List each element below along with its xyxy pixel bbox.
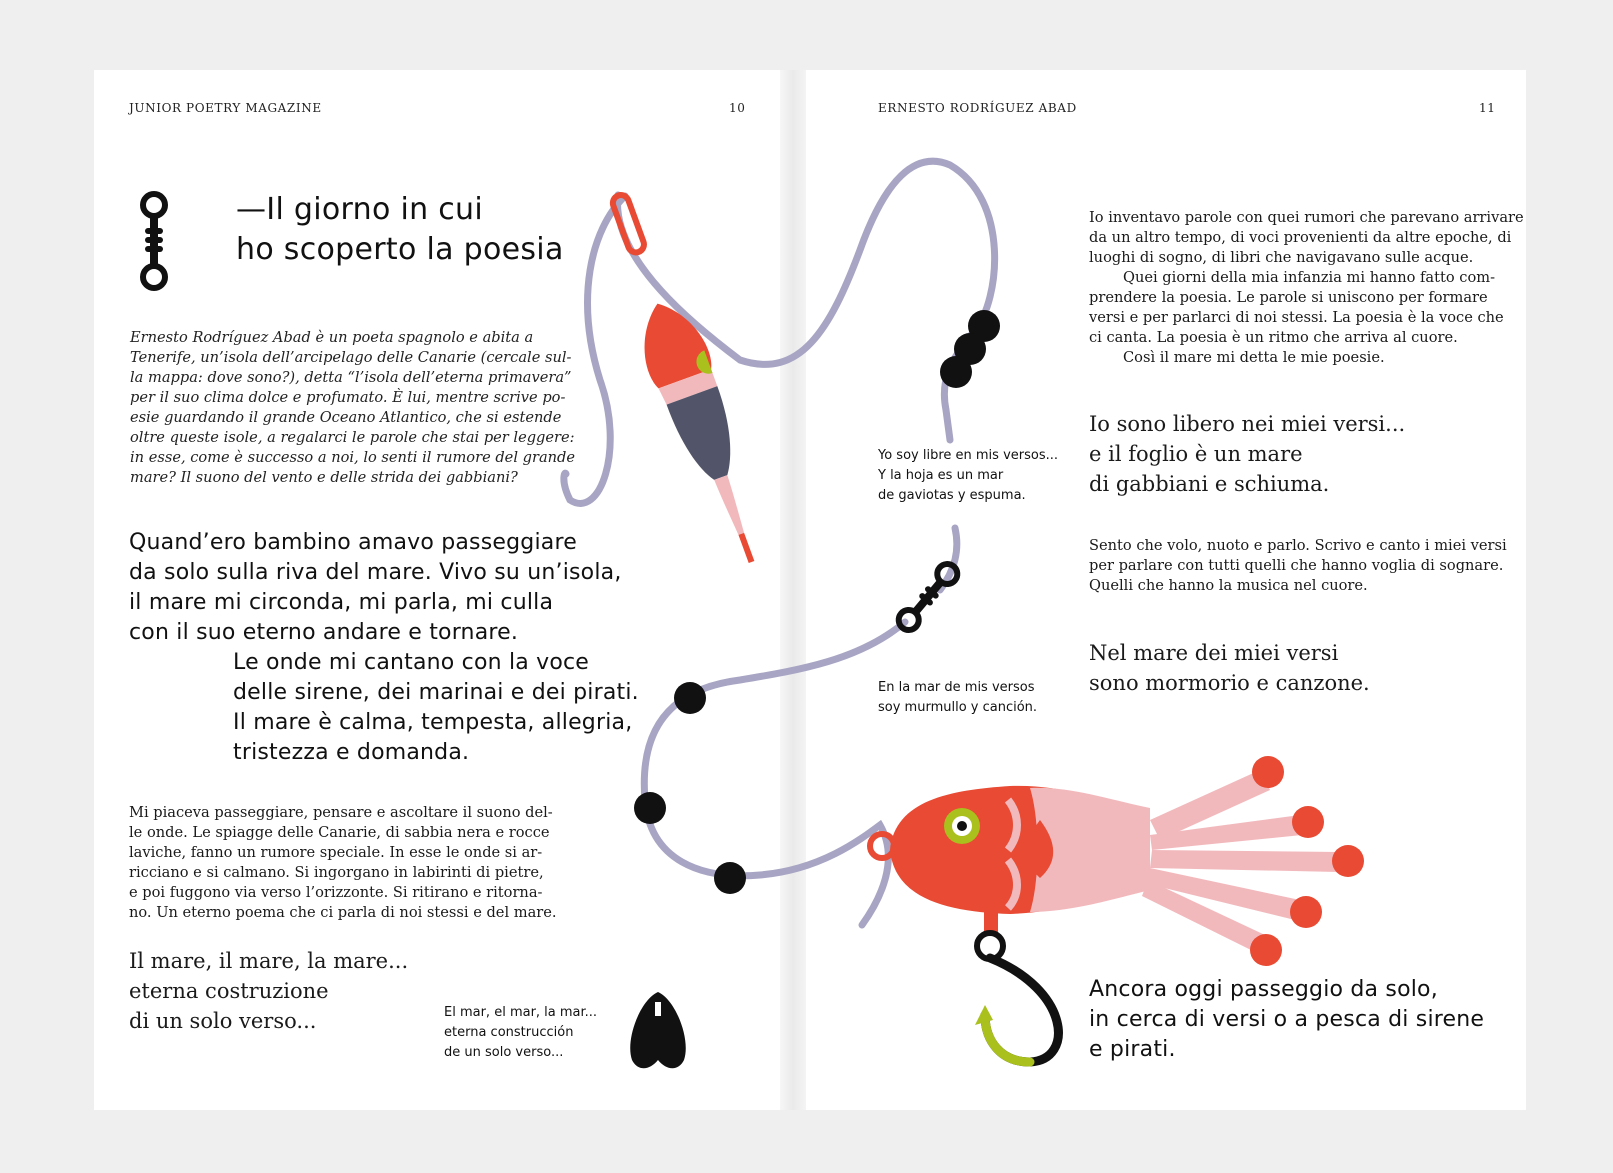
lead-line: tristezza e domanda. — [233, 740, 470, 765]
body-line: ci canta. La poesia è un ritmo che arriva al cuore. — [1089, 329, 1458, 346]
sinker-icon — [630, 992, 686, 1068]
closing-line: e pirati. — [1089, 1037, 1176, 1062]
verse-line: eterna costruzione — [129, 979, 329, 1003]
lead-line: delle sirene, dei marinai e dei pirati. — [233, 680, 639, 705]
closing-line: in cerca di versi o a pesca di sirene — [1089, 1007, 1485, 1032]
swivel-icon — [143, 194, 165, 288]
spanish-line: de un solo verso... — [444, 1045, 564, 1060]
body-paragraph-left — [129, 803, 557, 923]
body-line: Così il mare mi detta le mie poesie. — [1123, 349, 1385, 366]
closing-line: Ancora oggi passeggio da solo, — [1089, 977, 1438, 1002]
body-line: prendere la poesia. Le parole si uniscono per formare — [1089, 289, 1488, 306]
spanish-line: En la mar de mis versos — [878, 680, 1035, 695]
lead-line: con il suo eterno andare e tornare. — [129, 620, 519, 645]
body-line: ricciano e si calmano. Si ingorgano in labirinti di pietre, — [129, 864, 544, 881]
lead-paragraph — [129, 528, 622, 648]
fishing-float-icon — [588, 185, 781, 573]
body-line: luoghi di sogno, di libri che navigavano sulle acque. — [1089, 249, 1474, 266]
spanish-line: eterna construcción — [444, 1025, 574, 1040]
intro-line: la mappa: dove sono?), detta “l’isola dell’eterna primavera” — [130, 369, 572, 386]
body-line: Quei giorni della mia infanzia mi hanno fatto com- — [1123, 269, 1495, 286]
closing-paragraph — [1089, 975, 1484, 1065]
body-line: da un altro tempo, di voci provenienti da altre epoche, di — [1089, 229, 1512, 246]
page-number-left: 10 — [729, 101, 746, 115]
verse-right-2 — [1089, 638, 1370, 698]
spanish-line: Y la hoja es un mar — [878, 468, 1004, 483]
body-line: Io inventavo parole con quei rumori che parevano arrivare — [1089, 209, 1524, 226]
spanish-verse-right-2 — [878, 678, 1037, 718]
body-line: e poi fuggono via verso l’orizzonte. Si ritirano e ritorna- — [129, 884, 543, 901]
intro-line: in esse, come è successo a noi, lo senti il rumore del grande — [130, 449, 576, 466]
body-line: Quelli che hanno la musica nel cuore. — [1089, 577, 1368, 594]
verse-line: e il foglio è un mare — [1089, 442, 1303, 466]
verse-line: Il mare, il mare, la mare... — [129, 949, 409, 973]
verse-left — [129, 946, 408, 1036]
verse-right-1 — [1089, 409, 1405, 499]
article-title — [236, 190, 564, 270]
fishing-hook-icon — [975, 933, 1058, 1062]
verse-line: di gabbiani e schiuma. — [1089, 472, 1330, 496]
body-paragraph-right-2 — [1089, 536, 1507, 596]
lead-line: Quand’ero bambino amavo passeggiare — [129, 530, 577, 555]
spanish-line: de gaviotas y espuma. — [878, 488, 1026, 503]
lead-indented-paragraph — [233, 648, 639, 768]
body-line: laviche, fanno un rumore speciale. In esse le onde si ar- — [129, 844, 543, 861]
body-line: no. Un eterno poema che ci parla di noi stessi e del mare. — [129, 904, 557, 921]
intro-line: mare? Il suono del vento e delle strida dei gabbiani? — [130, 469, 518, 486]
spanish-verse-right-1 — [878, 446, 1058, 506]
spanish-line: soy murmullo y canción. — [878, 700, 1038, 715]
body-line: Sento che volo, nuoto e parlo. Scrivo e canto i miei versi — [1089, 537, 1507, 554]
spanish-line: El mar, el mar, la mar... — [444, 1005, 598, 1020]
body-line: versi e per parlarci di noi stessi. La poesia è la voce che — [1089, 309, 1504, 326]
intro-line: esie guardando il grande Oceano Atlantico, che si estende — [130, 409, 562, 426]
body-line: Mi piaceva passeggiare, pensare e ascoltare il suono del- — [129, 804, 553, 821]
intro-line: oltre queste isole, a regalarci le parole che stai per leggere: — [130, 429, 575, 446]
verse-line: Nel mare dei miei versi — [1089, 641, 1339, 665]
body-line: le onde. Le spiagge delle Canarie, di sabbia nera e rocce — [129, 824, 550, 841]
intro-line: Ernesto Rodríguez Abad è un poeta spagnolo e abita a — [130, 329, 534, 346]
spanish-verse-left — [444, 1003, 597, 1063]
lead-line: Il mare è calma, tempesta, allegria, — [233, 710, 633, 735]
running-head-left: JUNIOR POETRY MAGAZINE — [129, 101, 322, 115]
fish-lure-icon — [870, 756, 1364, 966]
title-line: ho scoperto la poesia — [236, 232, 564, 267]
verse-line: Io sono libero nei miei versi... — [1089, 412, 1406, 436]
verse-line: sono mormorio e canzone. — [1089, 671, 1370, 695]
verse-line: di un solo verso... — [129, 1009, 317, 1033]
spanish-line: Yo soy libre en mis versos... — [878, 448, 1059, 463]
lead-line: Le onde mi cantano con la voce — [233, 650, 590, 675]
page-number-right: 11 — [1479, 101, 1496, 115]
intro-line: Tenerife, un’isola dell’arcipelago delle Canarie (cercale sul- — [130, 349, 572, 366]
body-line: per parlare con tutti quelli che hanno voglia di sognare. — [1089, 557, 1504, 574]
title-line: —Il giorno in cui — [236, 192, 483, 227]
lead-line: da solo sulla riva del mare. Vivo su un’isola, — [129, 560, 622, 585]
body-paragraph-right — [1089, 208, 1524, 368]
lead-line: il mare mi circonda, mi parla, mi culla — [129, 590, 554, 615]
running-head-right: ERNESTO RODRÍGUEZ ABAD — [878, 101, 1077, 115]
intro-line: per il suo clima dolce e profumato. È lui, mentre scrive po- — [130, 389, 566, 406]
intro-paragraph — [130, 328, 576, 488]
